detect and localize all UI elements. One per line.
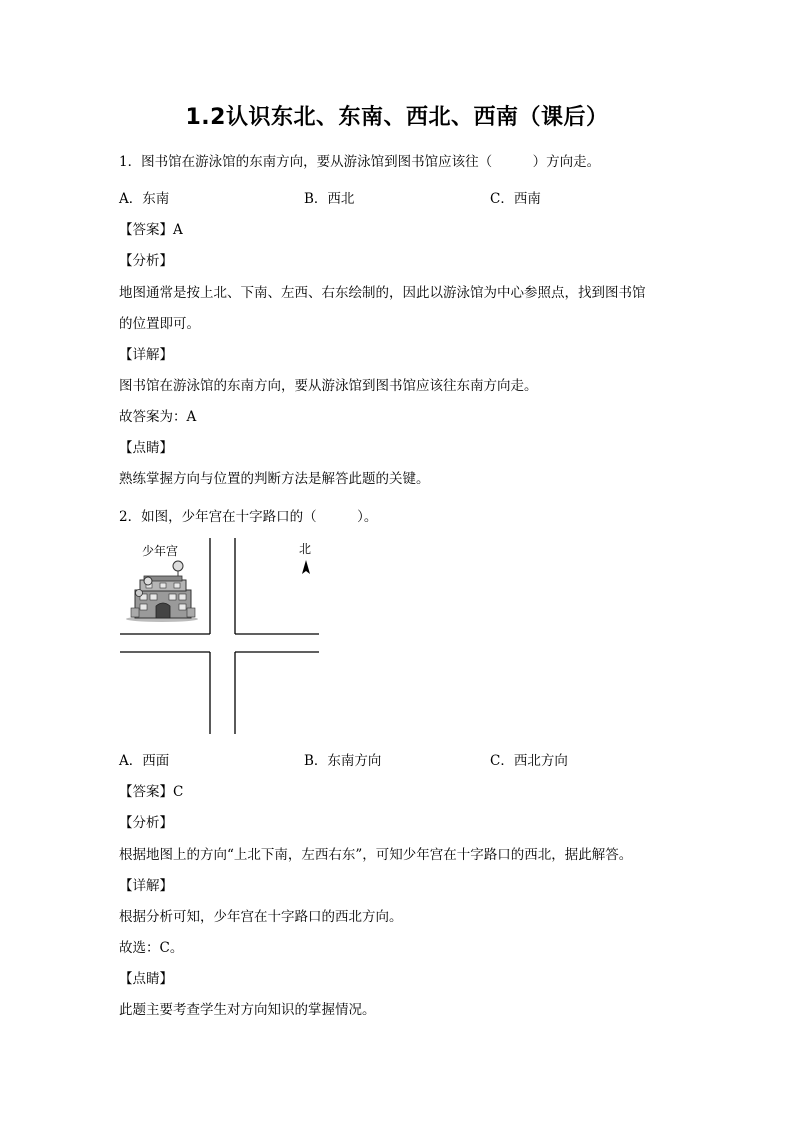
q2-analysis-heading: 【分析】 — [119, 815, 173, 831]
q1-analysis-line-1: 地图通常是按上北、下南、左西、右东绘制的，因此以游泳馆为中心参照点，找到图书馆 — [119, 285, 646, 301]
q1-detail: 图书馆在游泳馆的东南方向，要从游泳馆到图书馆应该往东南方向走。 — [119, 378, 538, 394]
q2-analysis: 根据地图上的方向“上北下南，左西右东”，可知少年宫在十字路口的西北，据此解答。 — [119, 847, 633, 863]
q1-conclusion: 故答案为：A — [119, 409, 197, 425]
q2-comment: 此题主要考查学生对方向知识的掌握情况。 — [119, 1002, 376, 1018]
q1-analysis-heading: 【分析】 — [119, 253, 173, 269]
q1-stem: 1．图书馆在游泳馆的东南方向，要从游泳馆到图书馆应该往（ ）方向走。 — [119, 154, 601, 170]
page-title: 1.2认识东北、东南、西北、西南（课后） — [185, 105, 609, 130]
youth-palace-building-icon — [126, 561, 198, 622]
crossroad-roads — [120, 538, 319, 734]
q2-option-c: C．西北方向 — [490, 753, 568, 769]
q1-analysis-line-2: 的位置即可。 — [119, 316, 200, 332]
q1-comment-heading: 【点睛】 — [119, 440, 173, 456]
north-arrow-icon — [302, 560, 310, 574]
q2-answer: 【答案】C — [119, 784, 184, 800]
youth-palace-label: 少年宫 — [142, 544, 179, 558]
q1-detail-heading: 【详解】 — [119, 347, 173, 363]
q1-comment: 熟练掌握方向与位置的判断方法是解答此题的关键。 — [119, 471, 430, 487]
q2-conclusion: 故选：C。 — [119, 940, 184, 956]
q1-option-c: C．西南 — [490, 191, 541, 207]
q1-option-b: B．西北 — [304, 191, 355, 207]
q2-stem: 2．如图，少年宫在十字路口的（ ）。 — [119, 509, 378, 525]
crossroad-map — [118, 536, 323, 736]
north-label: 北 — [299, 542, 312, 556]
q2-detail-heading: 【详解】 — [119, 878, 173, 894]
q1-answer: 【答案】A — [119, 222, 183, 238]
q2-option-b: B．东南方向 — [304, 753, 382, 769]
q2-option-a: A．西面 — [119, 753, 170, 769]
q2-detail: 根据分析可知，少年宫在十字路口的西北方向。 — [119, 909, 403, 925]
q1-option-a: A．东南 — [119, 191, 170, 207]
q2-comment-heading: 【点睛】 — [119, 971, 173, 987]
